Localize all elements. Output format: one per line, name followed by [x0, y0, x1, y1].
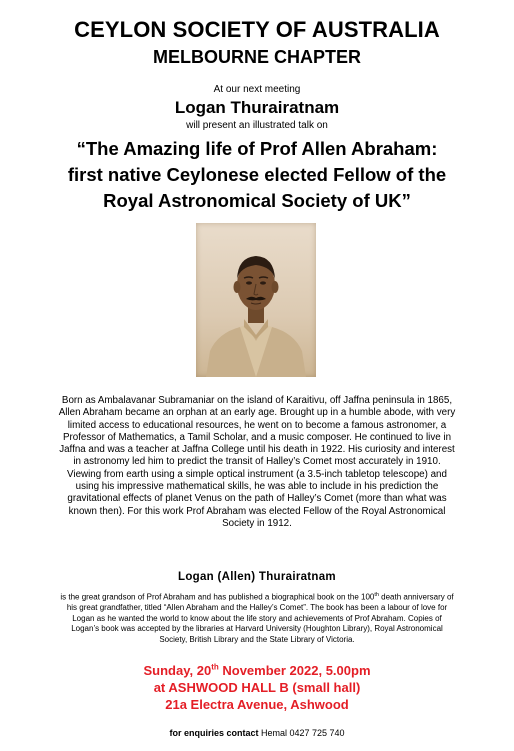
book-line: Logan as he wanted the world to know about the life story and achievements of Prof Abraham. Copies of: [72, 613, 442, 623]
book-line: Logan’s book was accepted by the libraries at Harvard University (Houghton Library), Royal Astronomical: [71, 624, 443, 634]
talk-title-line: Royal Astronomical Society of UK”: [103, 190, 411, 211]
speaker-heading: Logan (Allen) Thurairatnam: [178, 571, 336, 583]
bio-line: gravitational effects of planet Venus on the path of Halley’s Comet (more than what was: [67, 493, 447, 505]
present-text: will present an illustrated talk on: [186, 120, 328, 131]
bio-line: Born as Ambalavanar Subramaniar on the island of Karaitivu, off Jaffna peninsula in 1865,: [61, 395, 453, 406]
talk-title: [0, 136, 514, 214]
enquiry-label: for enquiries contact: [169, 728, 259, 738]
speaker-name: Logan Thurairatnam: [174, 98, 340, 117]
enquiry-phone: Hemal 0427 725 740: [258, 728, 345, 738]
book-line: his great grandfather, titled “Allen Abraham and the Halley’s Comet”. The book has been a labour of love for: [66, 603, 448, 613]
bio-line: Professor of Mathematics, a Tamil Scholar, and a music composer. He continued to live in: [62, 431, 452, 443]
bio-line: Jaffna and was a teacher at Jaffna College until his death in 1922. His curiosity and interest: [59, 444, 455, 456]
intro-lead: At our next meeting: [213, 84, 301, 95]
event-details: [0, 662, 514, 713]
org-name: CEYLON SOCIETY OF AUSTRALIA: [74, 17, 440, 42]
talk-title-line: “The Amazing life of Prof Allen Abraham:: [76, 138, 438, 159]
bio-line: Society in 1912.: [222, 517, 292, 529]
book-paragraph: [20, 590, 494, 646]
chapter-name: MELBOURNE CHAPTER: [152, 47, 361, 67]
bio-line: limited access to educational resources, he went on to become a famous astronomer, a: [67, 419, 447, 431]
bio-line: using his impressive mathematical skills, he was able to include in his prediction the: [75, 481, 439, 493]
event-venue: at ASHWOOD HALL B (small hall): [153, 680, 361, 695]
bio-line: in astronomy led him to predict the transit of Halley’s Comet most accurately in 1910.: [73, 456, 441, 468]
bio-line: Allen Abraham became an orphan at an early age. Brought up in a humble abode, with very: [58, 407, 456, 419]
biography-paragraph: [28, 395, 486, 530]
talk-title-line: first native Ceylonese elected Fellow of the: [67, 164, 447, 185]
book-line: is the great grandson of Prof Abraham and has published a biographical book on the 100th death anniversary of: [60, 592, 454, 602]
event-address: 21a Electra Avenue, Ashwood: [165, 697, 349, 712]
event-date: Sunday, 20th November 2022, 5.00pm: [143, 662, 371, 678]
portrait-illustration: [196, 223, 316, 377]
bio-line: Viewing from earth using a simple optical instrument (a 3.5-inch tabletop telescope) and: [67, 468, 447, 480]
book-line: Society, British Library and the State Library of Victoria.: [159, 635, 355, 645]
portrait-photo: [196, 223, 316, 377]
enquiry-contact: [0, 727, 514, 739]
bio-line: known then). For this work Prof Abraham was elected Fellow of the Royal Astronomical: [68, 505, 446, 517]
